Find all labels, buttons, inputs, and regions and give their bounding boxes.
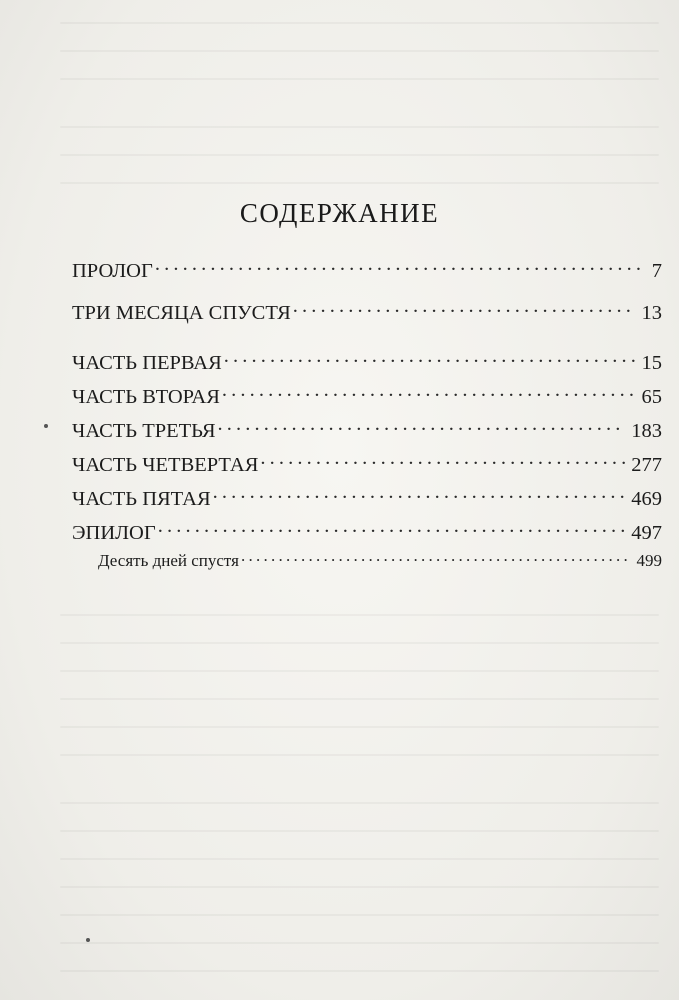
bleed-line bbox=[60, 698, 659, 700]
toc-entry bbox=[72, 412, 662, 444]
toc-entry-label: Десять дней спустя bbox=[98, 551, 239, 571]
toc-entry-page: 65 bbox=[641, 385, 662, 408]
bleed-line bbox=[60, 78, 659, 80]
bleed-line bbox=[60, 886, 659, 888]
toc-entry-label: ЧАСТЬ ТРЕТЬЯ bbox=[72, 419, 216, 442]
toc-entry bbox=[72, 514, 662, 546]
toc-entry-page: 13 bbox=[641, 301, 662, 324]
bleed-line bbox=[60, 642, 659, 644]
bleed-line bbox=[60, 942, 659, 944]
bleed-line bbox=[60, 154, 659, 156]
dot-leader bbox=[293, 294, 636, 319]
dot-leader bbox=[224, 344, 636, 369]
bleed-line bbox=[60, 22, 659, 24]
bleed-line bbox=[60, 126, 659, 128]
toc-entry-page: 497 bbox=[631, 521, 662, 544]
toc-entry-page: 277 bbox=[631, 453, 662, 476]
bleed-line bbox=[60, 50, 659, 52]
bleed-line bbox=[60, 914, 659, 916]
dot-leader bbox=[260, 446, 625, 471]
bleed-line bbox=[60, 182, 659, 184]
ink-speck bbox=[86, 938, 90, 942]
bleed-line bbox=[60, 802, 659, 804]
toc-entry-page: 183 bbox=[631, 419, 662, 442]
bleed-line bbox=[60, 754, 659, 756]
toc-entry-page: 499 bbox=[636, 551, 662, 571]
toc-entry-label: ЧАСТЬ ПЯТАЯ bbox=[72, 487, 211, 510]
toc-entry-label: ТРИ МЕСЯЦА СПУСТЯ bbox=[72, 301, 291, 324]
bleed-line bbox=[60, 726, 659, 728]
toc-entry bbox=[72, 378, 662, 410]
toc-entry bbox=[72, 446, 662, 478]
dot-leader bbox=[213, 480, 626, 505]
bleed-line bbox=[60, 858, 659, 860]
toc-entry bbox=[72, 252, 662, 284]
toc-subentry bbox=[98, 546, 662, 578]
toc-entry-page: 469 bbox=[631, 487, 662, 510]
toc-entry-label: ЧАСТЬ ВТОРАЯ bbox=[72, 385, 220, 408]
toc-entry bbox=[72, 294, 662, 326]
toc-entry bbox=[72, 344, 662, 376]
bleed-line bbox=[60, 670, 659, 672]
toc-entry-label: ЧАСТЬ ПЕРВАЯ bbox=[72, 351, 222, 374]
ink-speck bbox=[44, 424, 48, 428]
toc-title: СОДЕРЖАНИЕ bbox=[239, 198, 440, 228]
toc-entry-page: 7 bbox=[651, 259, 662, 282]
bleed-line bbox=[60, 614, 659, 616]
dot-leader bbox=[222, 378, 636, 403]
dot-leader bbox=[218, 412, 626, 437]
toc-entry-page: 15 bbox=[641, 351, 662, 374]
dot-leader bbox=[158, 514, 626, 539]
toc-entry-label: ЭПИЛОГ bbox=[72, 521, 156, 544]
dot-leader bbox=[155, 252, 646, 277]
bleed-line bbox=[60, 970, 659, 972]
toc-entry-label: ЧАСТЬ ЧЕТВЕРТАЯ bbox=[72, 453, 259, 476]
dot-leader bbox=[241, 546, 631, 566]
toc-entry-label: ПРОЛОГ bbox=[72, 259, 153, 282]
toc-entry bbox=[72, 480, 662, 512]
bleed-line bbox=[60, 830, 659, 832]
